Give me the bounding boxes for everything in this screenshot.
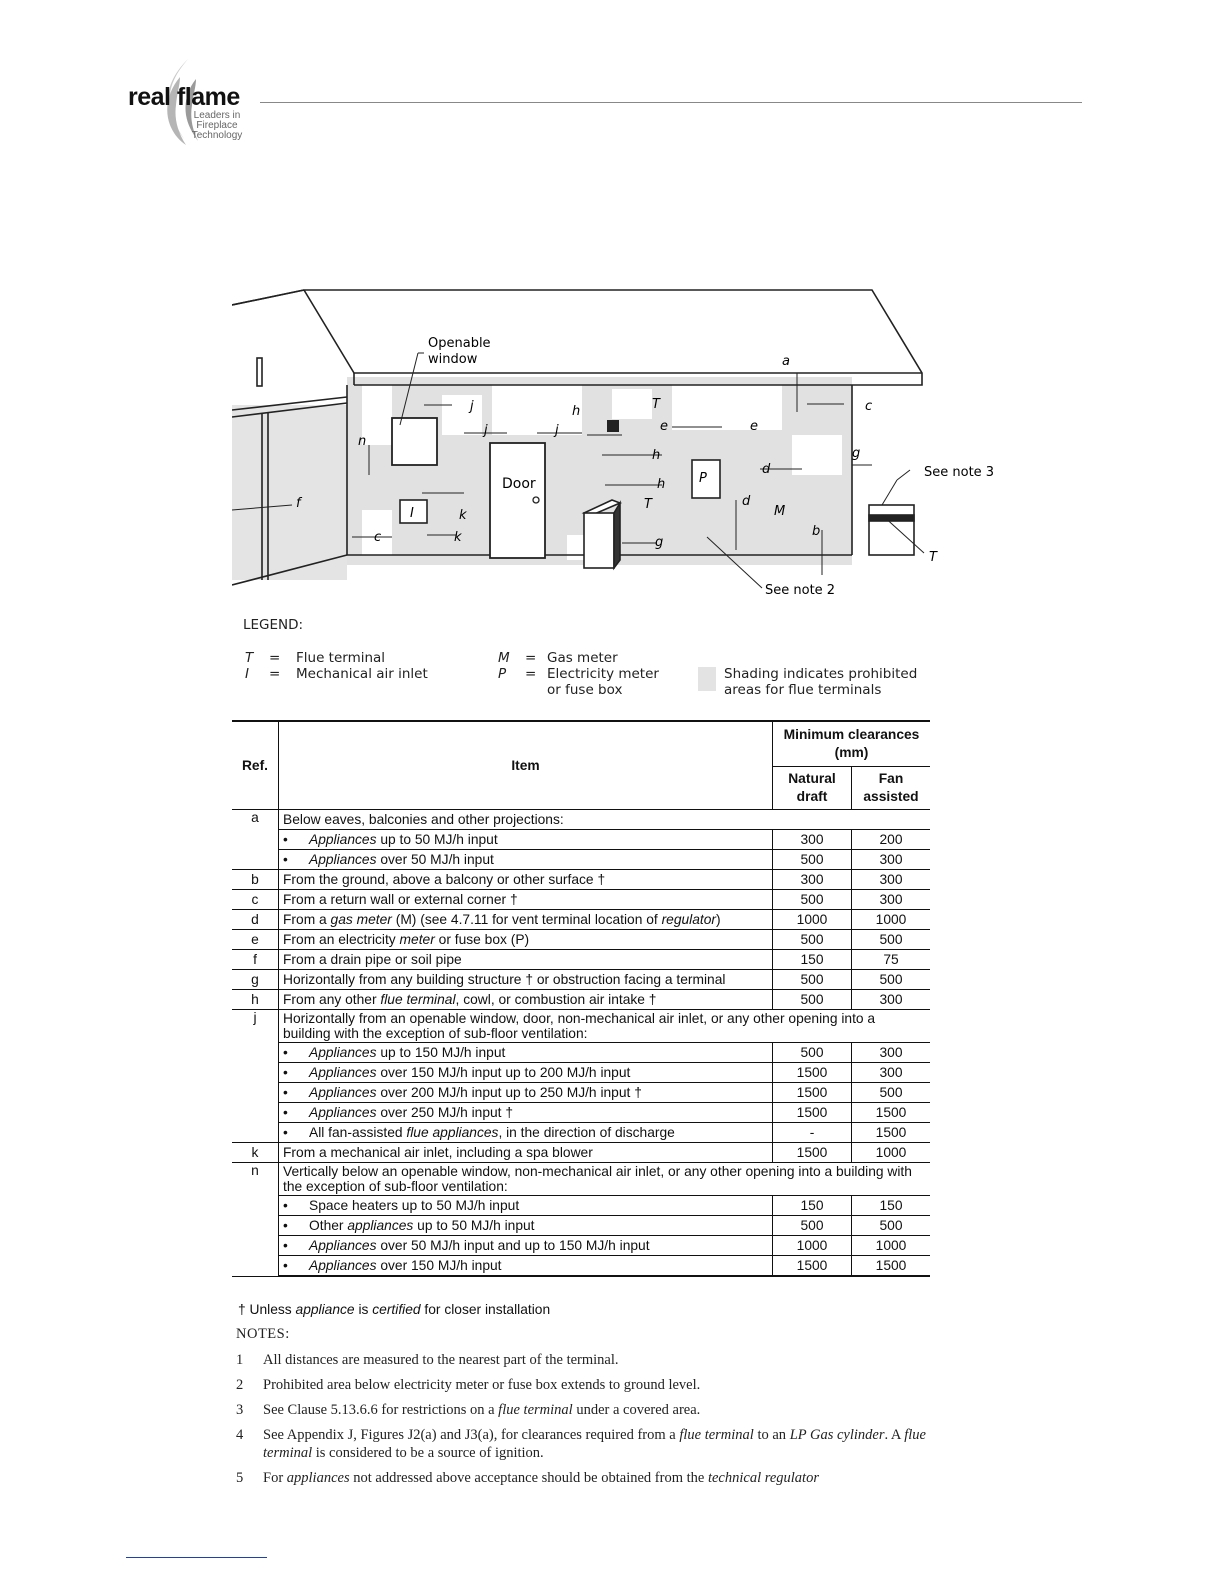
note-text: is considered to be a source of ignition. [312, 1445, 544, 1461]
natural-cell: 500 [773, 890, 852, 910]
table-row [232, 830, 930, 850]
footnote-text: Unless [245, 1302, 296, 1317]
page-header [120, 55, 1100, 155]
item-cell [279, 930, 773, 950]
fan-cell: 300 [852, 1063, 931, 1083]
fan-cell: 500 [852, 930, 931, 950]
table-row [232, 1216, 930, 1236]
legend-sym-p: P [498, 666, 507, 682]
item-cell [279, 1123, 773, 1143]
label-i: I [410, 506, 414, 521]
table-row [232, 1010, 930, 1043]
flue-terminal-box [607, 420, 619, 432]
fan-cell: 1500 [852, 1123, 931, 1143]
item-cell: From a mechanical air inlet, including a spa blower [279, 1143, 773, 1163]
ref-cell: n [232, 1163, 279, 1277]
label-c-right: c [865, 399, 873, 414]
label-h-1: h [572, 404, 581, 419]
label-j-3: j [555, 423, 559, 438]
fan-cell: 300 [852, 1043, 931, 1063]
note-number: 5 [236, 1470, 244, 1486]
item-text: over 50 MJ/h input and up to 150 MJ/h input [376, 1238, 650, 1253]
label-b: b [812, 524, 821, 539]
note-item [236, 1376, 936, 1394]
item-cell: From the ground, above a balcony or other surface † [279, 870, 773, 890]
label-t-1: T [652, 397, 660, 412]
ref-cell: e [232, 930, 279, 950]
label-f: f [296, 496, 301, 511]
label-g-1: g [852, 446, 861, 461]
fan-cell: 500 [852, 970, 931, 990]
footnote-text: is [354, 1302, 373, 1317]
table-row [232, 870, 930, 890]
natural-cell: 1500 [773, 1143, 852, 1163]
ref-cell: b [232, 870, 279, 890]
item-cell [279, 1103, 773, 1123]
item-cell [279, 1063, 773, 1083]
fan-cell: 200 [852, 830, 931, 850]
item-cell [279, 850, 773, 870]
ref-cell: c [232, 890, 279, 910]
item-text: Other [309, 1218, 348, 1233]
label-c-left: c [374, 530, 382, 545]
note-text: not addressed above acceptance should be obtained from the [349, 1470, 708, 1486]
table-row [232, 1123, 930, 1143]
fan-cell: 1000 [852, 1143, 931, 1163]
table-row [232, 850, 930, 870]
fan-cell: 500 [852, 1216, 931, 1236]
legend-sym-m: M [498, 650, 510, 666]
item-text: up to 50 MJ/h input [376, 832, 498, 847]
item-cell [279, 1043, 773, 1063]
fan-cell: 300 [852, 870, 931, 890]
table-row [232, 1236, 930, 1256]
label-door: Door [502, 476, 536, 492]
note-em: flue terminal [498, 1402, 573, 1418]
item-em: Appliances [309, 1045, 377, 1060]
bullet: • [283, 1258, 288, 1273]
legend-eq-m: = [525, 650, 537, 666]
header-natural-1: Natural [788, 771, 836, 786]
table-row [232, 1256, 930, 1277]
note-text: Prohibited area below electricity meter or fuse box extends to ground level. [263, 1377, 701, 1393]
bullet: • [283, 1085, 288, 1100]
item-em: appliances [347, 1218, 414, 1233]
table-row [232, 990, 930, 1010]
note-item [236, 1426, 936, 1462]
label-t-right: T [929, 550, 937, 565]
item-text: up to 150 MJ/h input [376, 1045, 506, 1060]
brand-name: real flame [128, 83, 240, 111]
label-j-1: j [470, 399, 474, 414]
bullet: • [283, 1045, 288, 1060]
label-see-note-2: See note 2 [765, 583, 836, 598]
label-j-2: j [484, 423, 488, 438]
ref-cell: d [232, 910, 279, 930]
table-row [232, 1163, 930, 1196]
notes-title: NOTES: [236, 1326, 290, 1342]
note-text: to an [753, 1427, 790, 1443]
table-row [232, 1103, 930, 1123]
item-cell: Horizontally from an openable window, door, non-mechanical air inlet, or any other opening into a building with the exception of sub-floor ventilation: [279, 1010, 931, 1043]
fan-cell: 75 [852, 950, 931, 970]
bullet: • [283, 1065, 288, 1080]
item-em: Appliances [309, 1085, 377, 1100]
bullet: • [283, 852, 288, 867]
legend-eq-p: = [525, 666, 537, 682]
table-row [232, 970, 930, 990]
item-text: over 50 MJ/h input [376, 852, 494, 867]
bullet: • [283, 1198, 288, 1213]
legend-sym-t: T [245, 650, 254, 666]
table-row [232, 1196, 930, 1216]
table-row [232, 1063, 930, 1083]
footnote-em: appliance [295, 1302, 355, 1317]
table-row [232, 1143, 930, 1163]
item-text: All fan-assisted [309, 1125, 407, 1140]
table-row [232, 930, 930, 950]
legend-desc-p-2: or fuse box [547, 682, 623, 698]
item-text: over 250 MJ/h input † [376, 1105, 514, 1120]
note-text: See Clause 5.13.6.6 for restrictions on a [263, 1402, 499, 1418]
legend-desc-p: Electricity meter [547, 666, 659, 682]
fan-cell: 1500 [852, 1256, 931, 1277]
roof [232, 290, 922, 385]
header-natural-2: draft [796, 789, 828, 804]
item-cell [279, 830, 773, 850]
header-natural [773, 767, 852, 810]
clearance-diagram [232, 285, 1012, 615]
label-e-1: e [660, 419, 668, 434]
item-text: (M) (see 4.7.11 for vent terminal location of [391, 912, 662, 927]
item-cell [279, 1083, 773, 1103]
label-a: a [782, 354, 790, 369]
label-k-1: k [459, 508, 467, 523]
note-text: See Appendix J, Figures J2(a) and J3(a), for clearances required from a [263, 1427, 680, 1443]
natural-cell: 1000 [773, 910, 852, 930]
item-cell: Horizontally from any building structure † or obstruction facing a terminal [279, 970, 773, 990]
item-text: over 150 MJ/h input up to 200 MJ/h input [376, 1065, 631, 1080]
item-em: Appliances [309, 1105, 377, 1120]
natural-cell: - [773, 1123, 852, 1143]
item-cell [279, 910, 773, 930]
item-cell: From a return wall or external corner † [279, 890, 773, 910]
header-min-text: Minimum clearances [783, 727, 920, 742]
shading-swatch [698, 667, 716, 691]
fan-cell: 300 [852, 850, 931, 870]
footer-rule [126, 1557, 267, 1558]
fan-cell: 300 [852, 890, 931, 910]
ref-cell: j [232, 1010, 279, 1143]
item-cell [279, 990, 773, 1010]
ref-cell: f [232, 950, 279, 970]
note-em: flue terminal [263, 1427, 926, 1461]
label-d-1: d [762, 462, 771, 477]
label-t-2: T [644, 497, 652, 512]
table-footnote [238, 1302, 550, 1317]
fan-cell: 150 [852, 1196, 931, 1216]
label-h-2: h [652, 448, 661, 463]
table-row [232, 1083, 930, 1103]
door [490, 443, 545, 558]
item-em: flue terminal [380, 992, 456, 1007]
label-openable-window-2: window [428, 352, 478, 367]
note-number: 4 [236, 1427, 244, 1443]
item-em: Appliances [309, 1258, 377, 1273]
label-k-2: k [454, 530, 462, 545]
table-row [232, 890, 930, 910]
label-m: M [774, 504, 786, 519]
fan-cell: 300 [852, 990, 931, 1010]
item-text: From any other [283, 992, 381, 1007]
item-em: flue appliances [406, 1125, 499, 1140]
natural-cell: 1500 [773, 1256, 852, 1277]
item-cell [279, 1216, 773, 1236]
label-n: n [358, 434, 367, 449]
natural-cell: 500 [773, 970, 852, 990]
legend-shading-1: Shading indicates prohibited [724, 666, 918, 682]
header-min-clearances [773, 721, 931, 767]
footnote-em: certified [372, 1302, 421, 1317]
item-text: From a [283, 912, 331, 927]
freestanding-unit [869, 470, 924, 555]
label-see-note-3: See note 3 [924, 465, 995, 480]
item-text: Space heaters up to 50 MJ/h input [309, 1198, 520, 1213]
item-text: over 150 MJ/h input [376, 1258, 502, 1273]
note-text: under a covered area. [572, 1402, 701, 1418]
note-em: flue terminal [679, 1427, 754, 1443]
clearance-table [232, 720, 930, 1277]
natural-cell: 500 [773, 850, 852, 870]
item-text: up to 50 MJ/h input [413, 1218, 535, 1233]
note-number: 2 [236, 1377, 244, 1393]
item-em: regulator [661, 912, 717, 927]
item-text: , cowl, or combustion air intake † [455, 992, 657, 1007]
fan-cell: 1000 [852, 1236, 931, 1256]
natural-cell: 300 [773, 870, 852, 890]
bullet: • [283, 1218, 288, 1233]
header-fan [852, 767, 931, 810]
natural-cell: 500 [773, 1043, 852, 1063]
footnote-dagger: † [238, 1302, 246, 1317]
label-openable-window-1: Openable [428, 336, 491, 351]
fan-cell: 1500 [852, 1103, 931, 1123]
ref-cell: h [232, 990, 279, 1010]
fan-cell: 1000 [852, 910, 931, 930]
note-text: For [263, 1470, 287, 1486]
natural-cell: 1500 [773, 1063, 852, 1083]
table-row [232, 910, 930, 930]
item-em: Appliances [309, 1065, 377, 1080]
note-item [236, 1351, 936, 1369]
item-cell [279, 1256, 773, 1277]
legend-desc-i: Mechanical air inlet [296, 666, 428, 682]
item-text: , in the direction of discharge [498, 1125, 675, 1140]
item-cell [279, 1236, 773, 1256]
ref-cell: a [232, 810, 279, 870]
item-text: ) [716, 912, 721, 927]
header-fan-2: assisted [863, 789, 919, 804]
header-fan-1: Fan [878, 771, 904, 786]
item-cell: Vertically below an openable window, non-mechanical air inlet, or any other opening into a building with the exception of sub-floor ventilation: [279, 1163, 931, 1196]
legend-desc-t: Flue terminal [296, 650, 386, 666]
bullet: • [283, 1125, 288, 1140]
natural-cell: 500 [773, 930, 852, 950]
item-em: gas meter [330, 912, 392, 927]
item-text: From an electricity [283, 932, 400, 947]
legend-eq-i: = [269, 666, 281, 682]
note-text: . A [884, 1427, 905, 1443]
bullet: • [283, 832, 288, 847]
legend-sym-i: I [245, 666, 249, 682]
header-item: Item [279, 721, 773, 810]
label-d-2: d [742, 494, 751, 509]
note-em: LP Gas cylinder [789, 1427, 885, 1443]
natural-cell: 1500 [773, 1083, 852, 1103]
label-e-2: e [750, 419, 758, 434]
ref-cell: k [232, 1143, 279, 1163]
natural-cell: 300 [773, 830, 852, 850]
table-row [232, 1043, 930, 1063]
legend [243, 617, 943, 707]
item-cell [279, 1196, 773, 1216]
note-number: 3 [236, 1402, 244, 1418]
natural-cell: 1000 [773, 1236, 852, 1256]
item-cell: From a drain pipe or soil pipe [279, 950, 773, 970]
item-em: Appliances [309, 1238, 377, 1253]
natural-cell: 150 [773, 1196, 852, 1216]
legend-eq-t: = [269, 650, 281, 666]
note-number: 1 [236, 1352, 244, 1368]
footnote-text: for closer installation [420, 1302, 551, 1317]
natural-cell: 500 [773, 1216, 852, 1236]
natural-cell: 150 [773, 950, 852, 970]
item-cell: Below eaves, balconies and other projections: [279, 810, 931, 830]
label-h-3: h [657, 477, 666, 492]
natural-cell: 1500 [773, 1103, 852, 1123]
bullet: • [283, 1238, 288, 1253]
bullet: • [283, 1105, 288, 1120]
label-p: P [699, 471, 707, 486]
note-item [236, 1469, 936, 1487]
note-text: All distances are measured to the nearest part of the terminal. [263, 1352, 619, 1368]
openable-window [392, 418, 437, 465]
item-text: or fuse box (P) [434, 932, 530, 947]
header-ref: Ref. [232, 721, 279, 810]
item-em: Appliances [309, 852, 377, 867]
ref-cell: g [232, 970, 279, 990]
natural-cell: 500 [773, 990, 852, 1010]
item-em: Appliances [309, 832, 377, 847]
fan-cell: 500 [852, 1083, 931, 1103]
item-em: meter [399, 932, 435, 947]
table-row [232, 810, 930, 830]
legend-title: LEGEND: [243, 617, 304, 633]
item-text: over 200 MJ/h input up to 250 MJ/h input † [376, 1085, 642, 1100]
notes [236, 1326, 936, 1494]
note-item [236, 1401, 936, 1419]
note-em: appliances [286, 1470, 350, 1486]
table-row [232, 950, 930, 970]
header-unit-text: (mm) [834, 745, 869, 760]
legend-desc-m: Gas meter [547, 650, 618, 666]
label-g-2: g [655, 535, 664, 550]
legend-shading-2: areas for flue terminals [724, 682, 882, 698]
note-em: technical regulator [707, 1470, 819, 1486]
brand-tagline: Leaders in Fireplace Technology [191, 110, 243, 141]
header-divider [260, 102, 1082, 103]
